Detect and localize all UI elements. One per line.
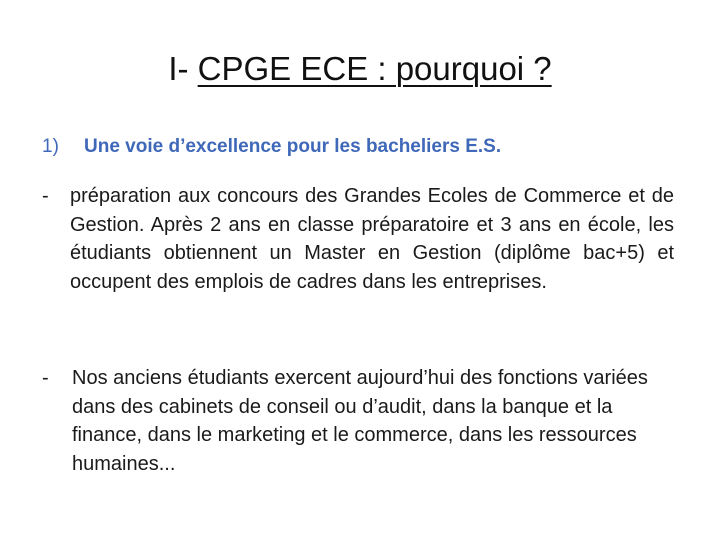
slide-title [0,46,720,92]
title-prefix: I- [168,50,198,87]
bullet-dash: - [42,367,49,389]
bullet-text: Nos anciens étudiants exercent aujourd’hui des fonctions variées dans des cabinets de conseil ou d’audit, dans la banque et la finance, dans le marketing et le commerce, dans les ressources humaines... [72,367,648,475]
title-main: CPGE ECE : pourquoi ? [197,50,552,87]
bullet-text: préparation aux concours des Grandes Ecoles de Commerce et de Gestion. Après 2 ans en classe préparatoire et 3 ans en école, les étudiants obtiennent un Master en Gestion (diplôme bac+5) et occupent des emplois de cadres dans les entreprises. [70,185,674,293]
subheading-text: Une voie d’excellence pour les bacheliers E.S. [84,136,502,157]
bullet-item-1 [42,182,674,296]
subheading-number: 1) [42,136,59,157]
bullet-item-2 [42,364,674,478]
section-subheading [42,133,682,161]
bullet-dash: - [42,185,49,207]
